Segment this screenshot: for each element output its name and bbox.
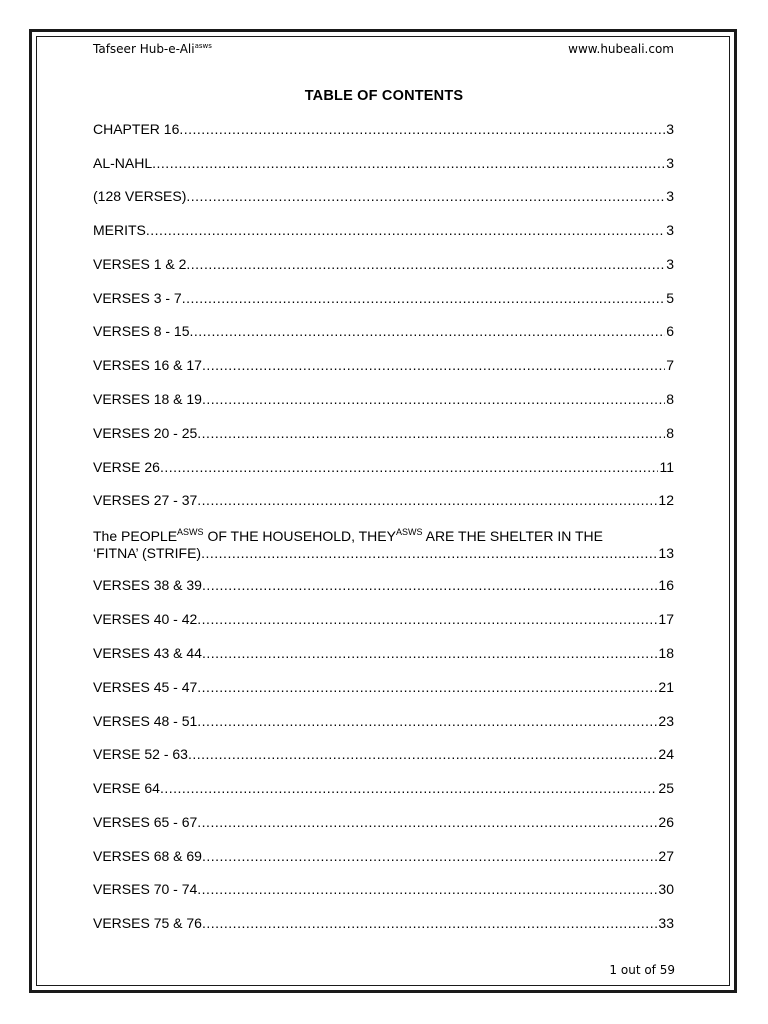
dot-leader (186, 256, 665, 273)
dot-leader (152, 155, 665, 172)
dot-leader (197, 881, 657, 898)
toc-entry-title: VERSES 3 - 7 (93, 290, 182, 306)
superscript: ASWS (395, 527, 423, 537)
superscript: ASWS (177, 527, 204, 537)
toc-entry-title: VERSES 16 & 17 (93, 357, 202, 373)
header-title-superscript: asws (194, 42, 212, 50)
dot-leader (201, 545, 657, 562)
toc-page-number: 3 (666, 222, 674, 238)
dot-leader (202, 577, 657, 594)
toc-entry-title: VERSE 26 (93, 459, 160, 475)
dot-leader (202, 645, 657, 662)
toc-entry-title: VERSES 1 & 2 (93, 256, 187, 272)
toc-entry-first-line: The $PEOPLE^{ASWS}$ OF THE HOUSEHOLD, $THEY^{ASWS}$ ARE THE SHELTER IN THE (93, 527, 603, 544)
header-book-title (93, 42, 212, 56)
toc-page-number: 27 (658, 848, 674, 864)
toc-entry[interactable] (93, 577, 674, 594)
toc-entry-title: VERSES 45 - 47 (93, 679, 198, 695)
dot-leader (160, 780, 657, 797)
toc-page-number: 17 (658, 611, 674, 627)
toc-page-number: 16 (658, 577, 674, 593)
toc-page-number: 8 (666, 391, 674, 407)
dot-leader (197, 713, 657, 730)
toc-entry[interactable] (93, 814, 674, 831)
toc-page-number: 7 (666, 357, 674, 373)
toc-page-number: 18 (658, 645, 674, 661)
header-title-text: Tafseer Hub-e-Ali (93, 42, 195, 56)
toc-entry-title: VERSES 70 - 74 (93, 881, 198, 897)
toc-entry[interactable] (93, 881, 674, 898)
toc-entry[interactable] (93, 357, 674, 374)
dot-leader (188, 746, 657, 763)
toc-entry[interactable] (93, 780, 674, 797)
toc-entry-title: ‘FITNA’ (STRIFE) (93, 545, 202, 561)
dot-leader (202, 915, 657, 932)
toc-page-number: 8 (666, 425, 674, 441)
toc-entry[interactable] (93, 492, 674, 509)
toc-page-number: 30 (658, 881, 674, 897)
toc-entry[interactable] (93, 256, 674, 273)
toc-entry[interactable] (93, 848, 674, 865)
toc-entry[interactable] (93, 915, 674, 932)
toc-entry[interactable] (93, 679, 674, 696)
toc-entry[interactable] (93, 713, 674, 730)
toc-entry-title: (128 VERSES) (93, 188, 187, 204)
toc-entry-title: VERSES 20 - 25 (93, 425, 198, 441)
toc-entry-title: VERSES 40 - 42 (93, 611, 198, 627)
toc-page-number: 33 (658, 915, 674, 931)
toc-entry[interactable] (93, 391, 674, 408)
dot-leader (186, 188, 665, 205)
toc-entry[interactable] (93, 425, 674, 442)
toc-title: TABLE OF CONTENTS (304, 88, 464, 104)
dot-leader (146, 222, 665, 239)
toc-entry-title: CHAPTER 16 (93, 121, 180, 137)
toc-entry-multiline[interactable] (93, 528, 674, 562)
toc-page-number: 25 (658, 780, 674, 796)
toc-entry[interactable] (93, 746, 674, 763)
dot-leader (179, 121, 665, 138)
toc-page-number: 3 (666, 155, 674, 171)
toc-entry-title: VERSES 65 - 67 (93, 814, 198, 830)
toc-page-number: 13 (658, 545, 674, 561)
toc-page-number: 3 (666, 256, 674, 272)
toc-entry[interactable] (93, 155, 674, 172)
toc-entry[interactable] (93, 121, 674, 138)
toc-entry-title: VERSES 18 & 19 (93, 391, 202, 407)
toc-entry[interactable] (93, 645, 674, 662)
header-website[interactable]: www.hubeali.com (568, 42, 674, 56)
dot-leader (202, 391, 665, 408)
toc-page-number: 5 (666, 290, 674, 306)
toc-page-number: 26 (658, 814, 674, 830)
toc-entry[interactable] (93, 290, 674, 307)
toc-entry-title: VERSES 75 & 76 (93, 915, 202, 931)
dot-leader (202, 848, 657, 865)
dot-leader (202, 357, 665, 374)
dot-leader (197, 425, 665, 442)
toc-entry-title: VERSES 68 & 69 (93, 848, 202, 864)
toc-page-number: 21 (658, 679, 674, 695)
toc-entry-title: AL-NAHL (93, 155, 153, 171)
toc-entry[interactable] (93, 188, 674, 205)
toc-page-number: 24 (658, 746, 674, 762)
dot-leader (197, 679, 657, 696)
toc-page-number: 12 (658, 492, 674, 508)
page-number-footer: 1 out of 59 (609, 963, 675, 977)
toc-page-number: 6 (666, 323, 674, 339)
toc-entry-title: VERSES 8 - 15 (93, 323, 190, 339)
page-border-inner (36, 36, 730, 986)
toc-entry-title: VERSES 27 - 37 (93, 492, 198, 508)
dot-leader (160, 459, 659, 476)
toc-entry-title: VERSES 43 & 44 (93, 645, 202, 661)
toc-page-number: 3 (666, 121, 674, 137)
dot-leader (197, 611, 657, 628)
toc-page-number: 3 (666, 188, 674, 204)
toc-entry[interactable] (93, 459, 674, 476)
toc-entry-title: VERSE 52 - 63 (93, 746, 188, 762)
toc-entry[interactable] (93, 222, 674, 239)
dot-leader (182, 290, 666, 307)
page-header (93, 42, 674, 56)
toc-entry[interactable] (93, 611, 674, 628)
toc-page-number: 11 (659, 459, 674, 475)
toc-entry-title: VERSE 64 (93, 780, 160, 796)
toc-entry-title: VERSES 48 - 51 (93, 713, 198, 729)
toc-entry-title: MERITS (93, 222, 146, 238)
toc-entry[interactable] (93, 323, 674, 340)
dot-leader (190, 323, 666, 340)
toc-page-number: 23 (658, 713, 674, 729)
toc-entry-title: VERSES 38 & 39 (93, 577, 202, 593)
dot-leader (197, 492, 657, 509)
dot-leader (197, 814, 657, 831)
